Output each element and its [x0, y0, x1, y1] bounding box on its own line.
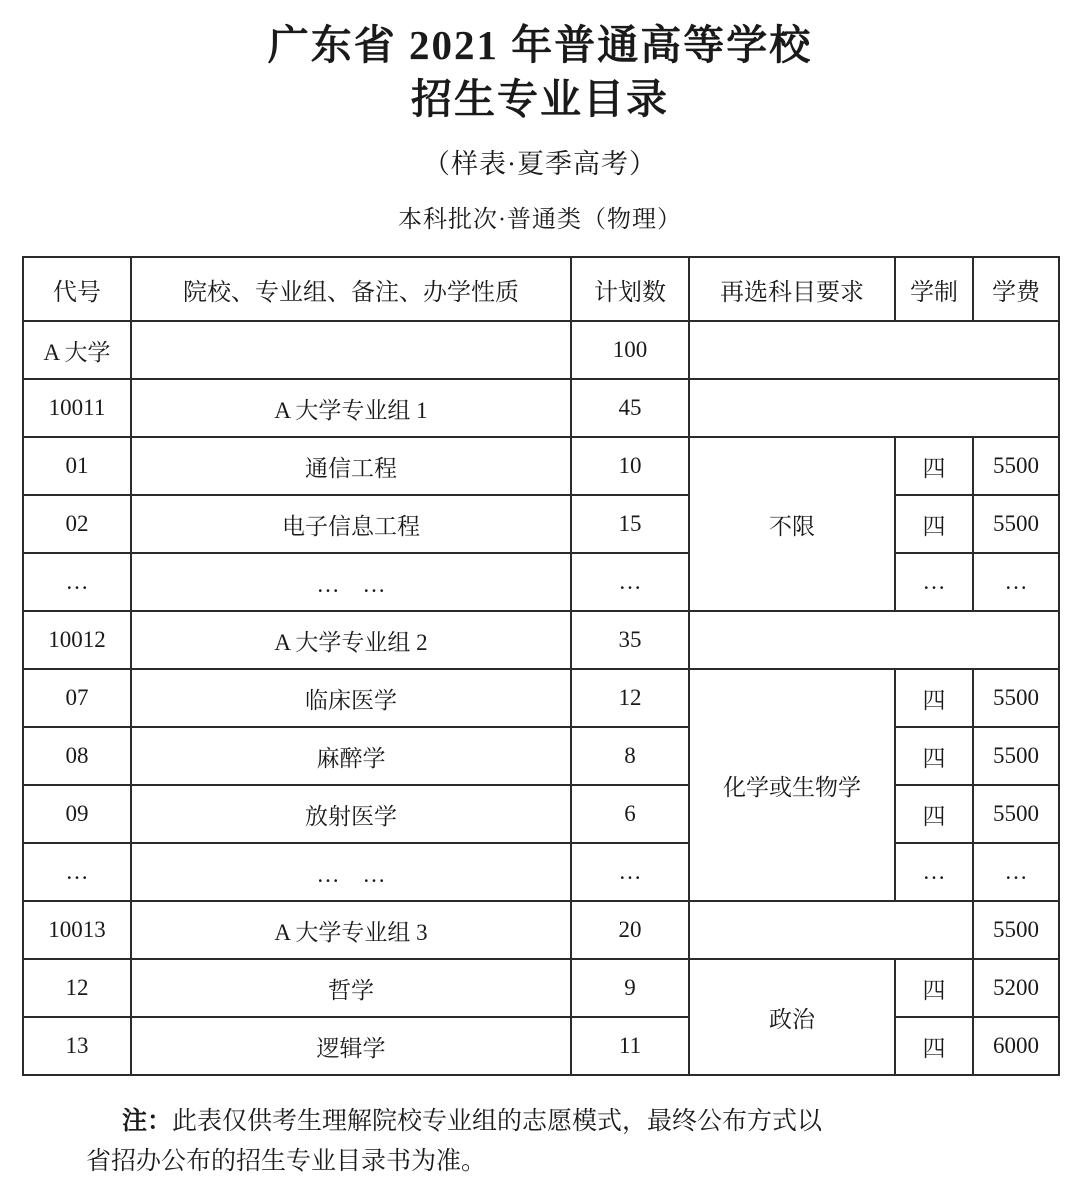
cell-plan: 20	[571, 901, 689, 959]
cell-years: 四	[895, 727, 973, 785]
cell-fee: …	[973, 553, 1059, 611]
cell-years: 四	[895, 959, 973, 1017]
cell-subject: 化学或生物学	[689, 669, 895, 901]
footnote	[86, 1102, 994, 1182]
cell-fee: 5500	[973, 669, 1059, 727]
cell-plan: 100	[571, 321, 689, 379]
cell-name: 通信工程	[131, 437, 571, 495]
cell-empty	[689, 321, 1059, 379]
cell-plan: 8	[571, 727, 689, 785]
cell-name: 逻辑学	[131, 1017, 571, 1075]
table-row	[23, 379, 1059, 437]
admissions-catalog-table	[22, 256, 1060, 1076]
cell-plan: 12	[571, 669, 689, 727]
cell-years: 四	[895, 785, 973, 843]
table-row	[23, 553, 1059, 611]
footnote-text-1: 此表仅供考生理解院校专业组的志愿模式，最终公布方式以	[172, 1108, 823, 1136]
cell-plan: 6	[571, 785, 689, 843]
cell-code: 08	[23, 727, 131, 785]
cell-name: … …	[131, 553, 571, 611]
page-title-line-2: 招生专业目录	[411, 76, 669, 123]
cell-fee: 5500	[973, 901, 1059, 959]
cell-name: A 大学专业组 2	[131, 611, 571, 669]
cell-fee: …	[973, 843, 1059, 901]
column-header-fee: 学费	[973, 257, 1059, 321]
cell-years: 四	[895, 669, 973, 727]
table-row	[23, 901, 1059, 959]
cell-plan: 35	[571, 611, 689, 669]
cell-name: A 大学专业组 1	[131, 379, 571, 437]
footnote-label: 注：	[122, 1108, 173, 1136]
cell-subject: 不限	[689, 437, 895, 611]
cell-name: 哲学	[131, 959, 571, 1017]
column-header-years: 学制	[895, 257, 973, 321]
cell-name: 放射医学	[131, 785, 571, 843]
cell-plan: 45	[571, 379, 689, 437]
table-header	[23, 257, 1059, 321]
table-row	[23, 843, 1059, 901]
cell-plan: 9	[571, 959, 689, 1017]
footnote-line-1	[86, 1102, 994, 1142]
cell-name	[131, 321, 571, 379]
cell-plan: 10	[571, 437, 689, 495]
cell-years: …	[895, 843, 973, 901]
table-row	[23, 785, 1059, 843]
table-row	[23, 669, 1059, 727]
table-row	[23, 321, 1059, 379]
page-category: 本科批次·普通类（物理）	[398, 207, 682, 234]
cell-name: A 大学专业组 3	[131, 901, 571, 959]
cell-empty	[689, 901, 973, 959]
cell-code: …	[23, 553, 131, 611]
cell-plan: …	[571, 553, 689, 611]
cell-name: 电子信息工程	[131, 495, 571, 553]
cell-fee: 5500	[973, 727, 1059, 785]
cell-fee: 5500	[973, 437, 1059, 495]
cell-code: A 大学	[23, 321, 131, 379]
cell-empty	[689, 379, 1059, 437]
table-row	[23, 727, 1059, 785]
footnote-line-2: 省招办公布的招生专业目录书为准。	[86, 1148, 487, 1176]
cell-code: 10013	[23, 901, 131, 959]
table-row	[23, 495, 1059, 553]
table-body	[23, 321, 1059, 1075]
cell-code: 10011	[23, 379, 131, 437]
cell-years: 四	[895, 495, 973, 553]
cell-code: …	[23, 843, 131, 901]
column-header-plan: 计划数	[571, 257, 689, 321]
cell-code: 02	[23, 495, 131, 553]
cell-fee: 5500	[973, 495, 1059, 553]
column-header-name: 院校、专业组、备注、办学性质	[131, 257, 571, 321]
cell-empty	[689, 611, 1059, 669]
title-block	[22, 18, 1058, 234]
cell-fee: 5200	[973, 959, 1059, 1017]
cell-years: …	[895, 553, 973, 611]
column-header-subject: 再选科目要求	[689, 257, 895, 321]
cell-fee: 6000	[973, 1017, 1059, 1075]
cell-code: 07	[23, 669, 131, 727]
cell-subject: 政治	[689, 959, 895, 1075]
cell-code: 01	[23, 437, 131, 495]
column-header-code: 代号	[23, 257, 131, 321]
cell-code: 13	[23, 1017, 131, 1075]
table-row	[23, 959, 1059, 1017]
cell-plan: 15	[571, 495, 689, 553]
cell-name: 临床医学	[131, 669, 571, 727]
cell-fee: 5500	[973, 785, 1059, 843]
cell-name: … …	[131, 843, 571, 901]
cell-code: 09	[23, 785, 131, 843]
cell-code: 12	[23, 959, 131, 1017]
table-row	[23, 1017, 1059, 1075]
cell-name: 麻醉学	[131, 727, 571, 785]
cell-years: 四	[895, 1017, 973, 1075]
cell-plan: 11	[571, 1017, 689, 1075]
page-title-line-1: 广东省 2021 年普通高等学校	[267, 22, 813, 68]
table-header-row	[23, 257, 1059, 321]
table-row	[23, 611, 1059, 669]
page-subtitle: （样表·夏季高考）	[423, 149, 657, 180]
cell-years: 四	[895, 437, 973, 495]
cell-plan: …	[571, 843, 689, 901]
cell-code: 10012	[23, 611, 131, 669]
table-row	[23, 437, 1059, 495]
